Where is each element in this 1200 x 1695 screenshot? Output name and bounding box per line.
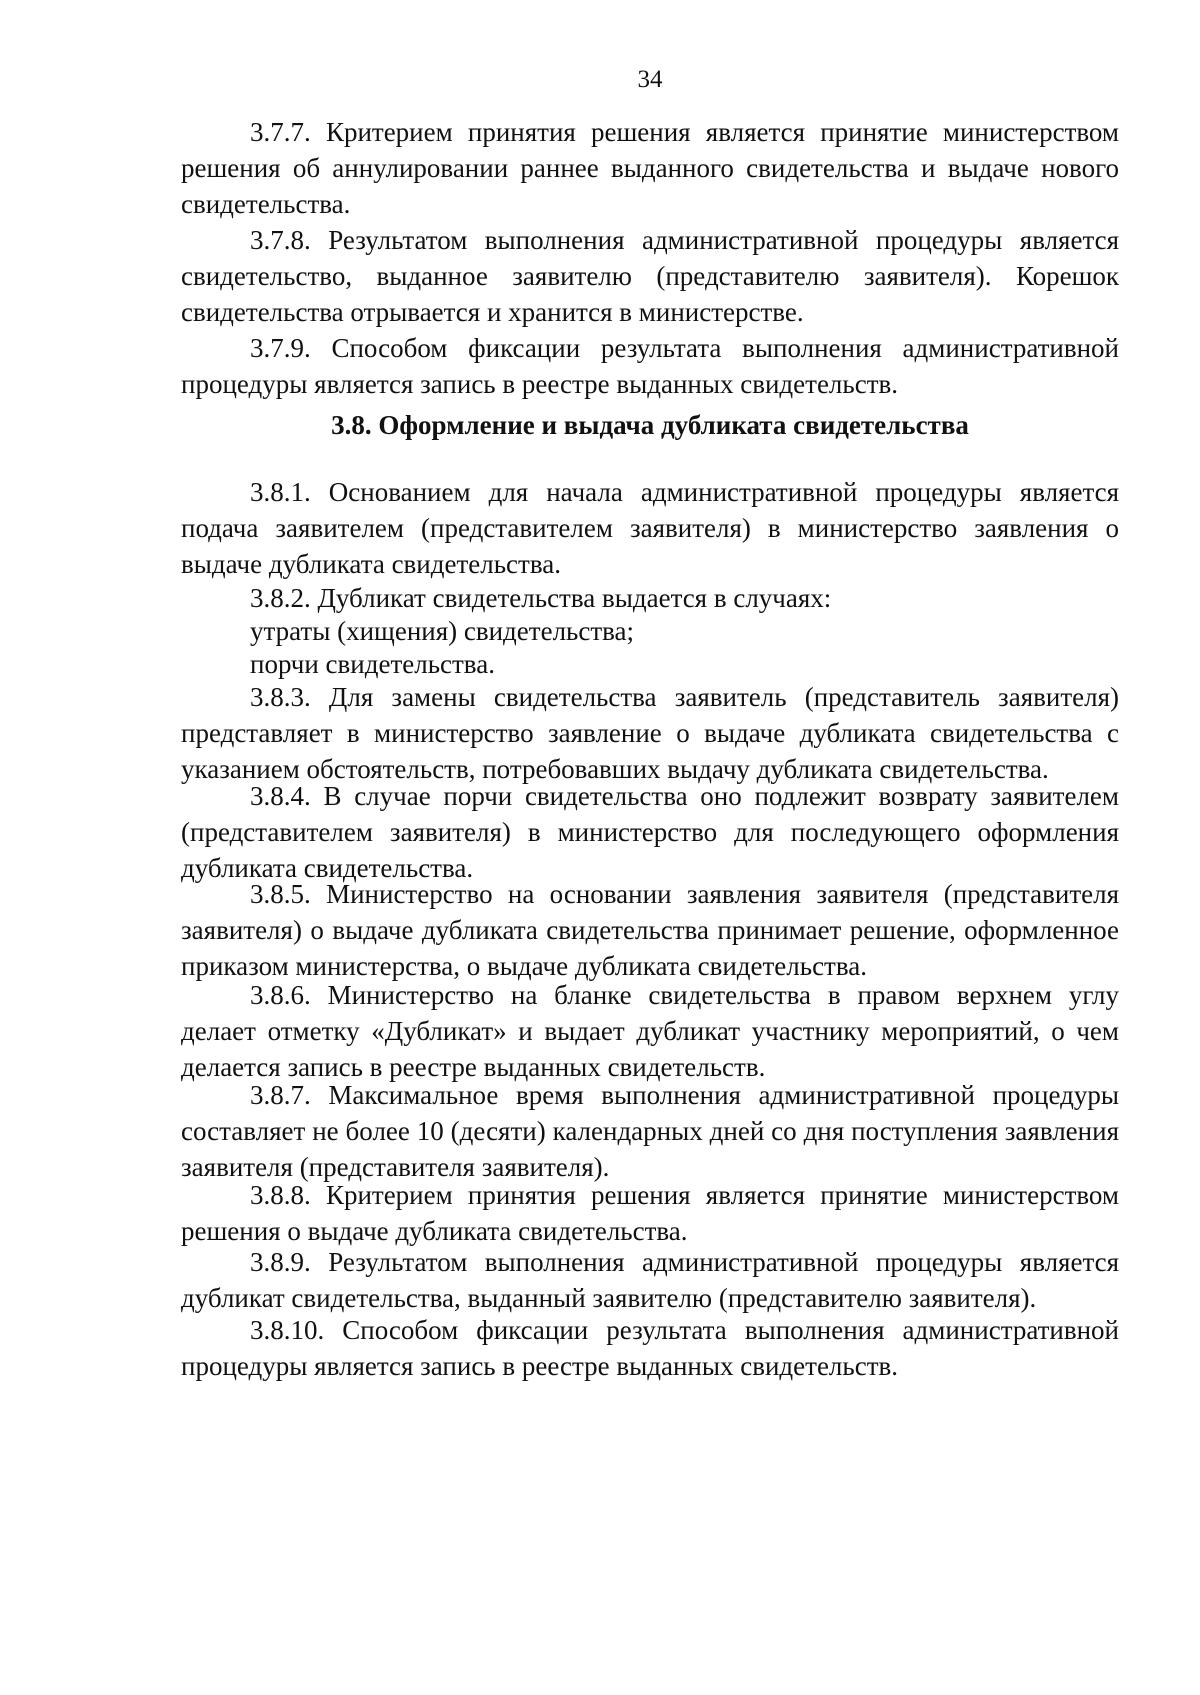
- paragraph-3-8-7: 3.8.7. Максимальное время выполнения административной процедуры составляет не более 10 (десяти) календарных дней со дня поступления заявления заявителя (представителя заявителя).: [181, 1080, 1119, 1182]
- paragraph-3-8-2: 3.8.2. Дубликат свидетельства выдается в случаях:: [250, 583, 832, 613]
- paragraph-3-8-6: 3.8.6. Министерство на бланке свидетельства в правом верхнем углу делает отметку «Дубликат» и выдает дубликат участнику мероприятий, о чем делается запись в реестре выданных свидетельств.: [181, 980, 1119, 1082]
- paragraph-3-7-7: 3.7.7. Критерием принятия решения является принятие министерством решения об аннулировании раннее выданного свидетельства и выдаче нового свидетельства.: [181, 117, 1119, 219]
- list-item-damage: порчи свидетельства.: [250, 649, 495, 679]
- paragraph-3-8-3: 3.8.3. Для замены свидетельства заявитель (представитель заявителя) представляет в министерство заявление о выдаче дубликата свидетельства с указанием обстоятельств, потребовавших выдачу дубликата свидетельства.: [181, 682, 1119, 784]
- paragraph-3-8-1: 3.8.1. Основанием для начала административной процедуры является подача заявителем (представителем заявителя) в министерство заявления о выдаче дубликата свидетельства.: [181, 477, 1119, 579]
- paragraph-3-8-4: 3.8.4. В случае порчи свидетельства оно подлежит возврату заявителем (представителем заявителя) в министерство для последующего оформления дубликата свидетельства.: [181, 781, 1119, 883]
- paragraph-3-7-8: 3.7.8. Результатом выполнения административной процедуры является свидетельство, выданное заявителю (представителю заявителя). Корешок свидетельства отрывается и хранится в министерстве.: [181, 225, 1119, 327]
- paragraph-3-8-8: 3.8.8. Критерием принятия решения является принятие министерством решения о выдаче дубликата свидетельства.: [181, 1180, 1119, 1246]
- paragraph-3-8-9: 3.8.9. Результатом выполнения административной процедуры является дубликат свидетельства, выданный заявителю (представителю заявителя).: [181, 1247, 1119, 1313]
- paragraph-3-8-5: 3.8.5. Министерство на основании заявления заявителя (представителя заявителя) о выдаче дубликата свидетельства принимает решение, оформленное приказом министерства, о выдаче дубликата свидетельства.: [181, 879, 1119, 981]
- section-heading-3-8: 3.8. Оформление и выдача дубликата свидетельства: [331, 410, 969, 440]
- paragraph-3-7-9: 3.7.9. Способом фиксации результата выполнения административной процедуры является запись в реестре выданных свидетельств.: [181, 333, 1119, 399]
- list-item-loss: утраты (хищения) свидетельства;: [250, 616, 635, 646]
- page-number: 34: [637, 66, 663, 93]
- paragraph-3-8-10: 3.8.10. Способом фиксации результата выполнения административной процедуры является запись в реестре выданных свидетельств.: [181, 1315, 1119, 1381]
